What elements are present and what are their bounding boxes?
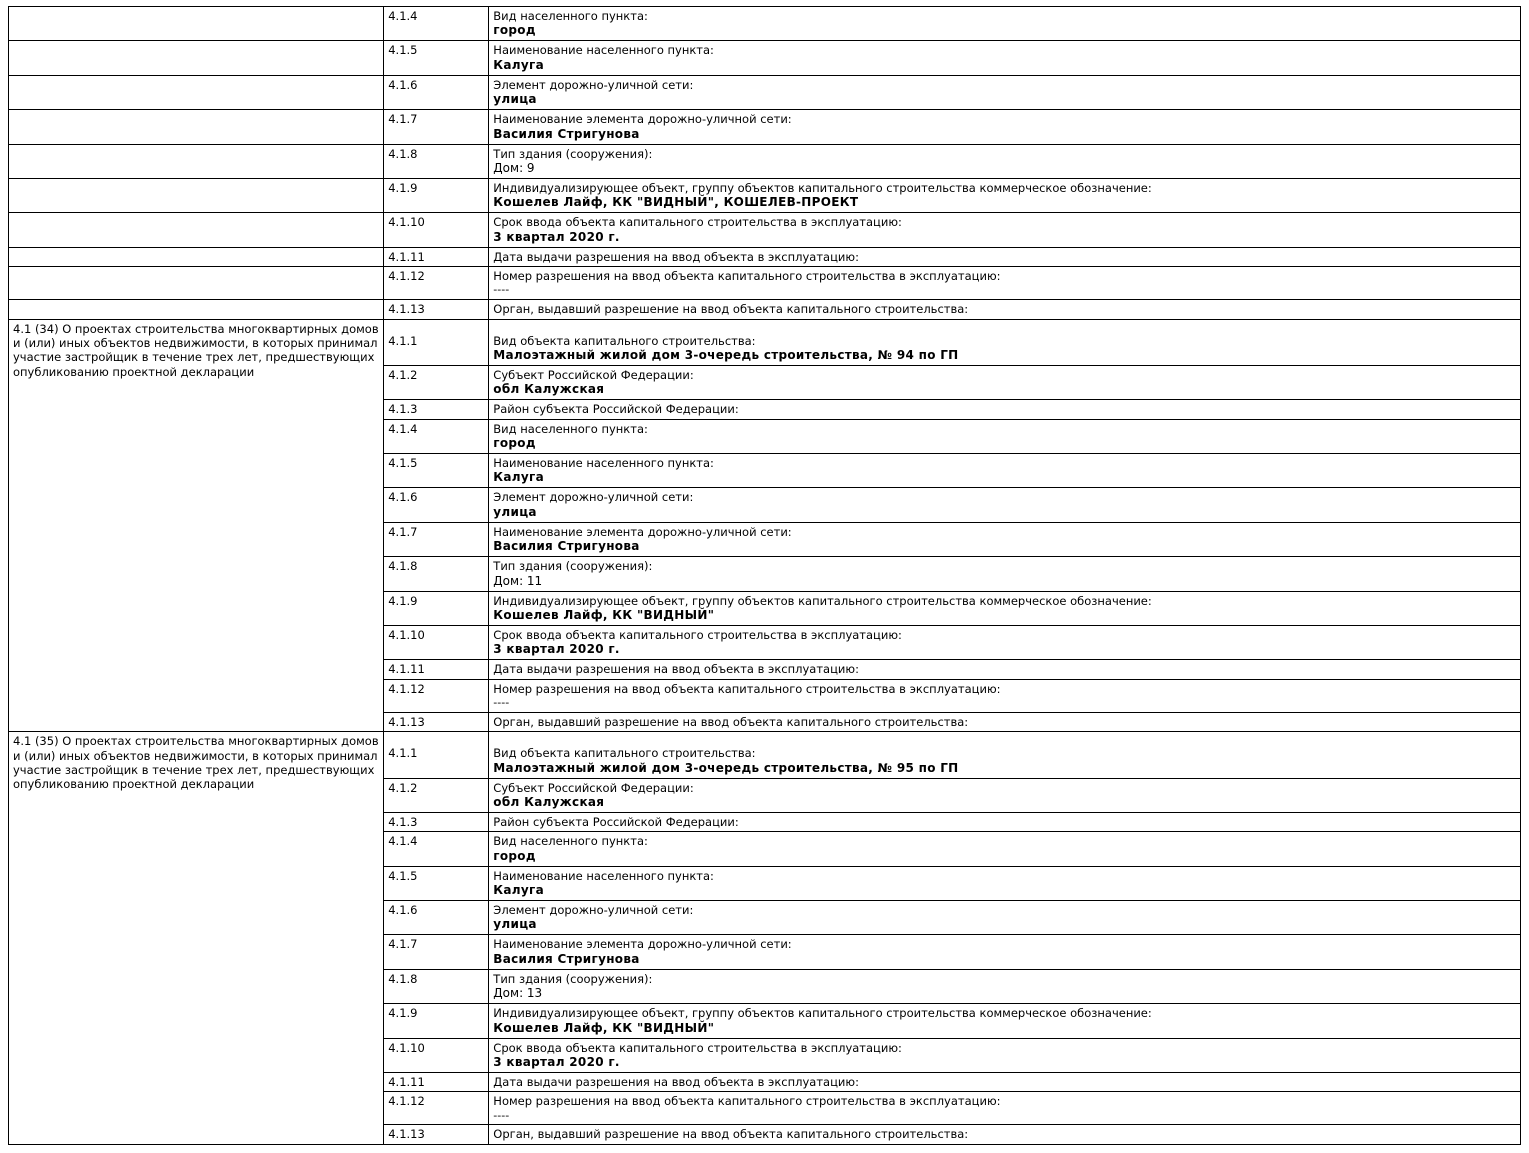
table-row xyxy=(9,247,1521,266)
item-number: 4.1.5 xyxy=(384,866,489,900)
item-value-cell xyxy=(489,901,1521,935)
item-number: 4.1.6 xyxy=(384,901,489,935)
item-label: Элемент дорожно-уличной сети: xyxy=(493,903,694,917)
item-number: 4.1.10 xyxy=(384,213,489,247)
item-value: обл Калужская xyxy=(493,382,605,397)
item-value-cell xyxy=(489,454,1521,488)
item-number: 4.1.12 xyxy=(384,679,489,712)
section-cell xyxy=(9,247,384,266)
table-row xyxy=(9,178,1521,212)
item-value-cell xyxy=(489,1004,1521,1038)
item-label: Наименование населенного пункта: xyxy=(493,43,714,58)
item-label: Номер разрешения на ввод объекта капитального строительства в эксплуатацию: xyxy=(493,1094,1001,1109)
item-number: 4.1.9 xyxy=(384,1004,489,1038)
item-value: Малоэтажный жилой дом 3-очередь строительства, № 94 по ГП xyxy=(493,347,959,362)
item-value: Малоэтажный жилой дом 3-очередь строительства, № 95 по ГП xyxy=(493,760,959,775)
item-value-cell xyxy=(489,557,1521,591)
item-number: 4.1.1 xyxy=(384,732,489,778)
item-number: 4.1.3 xyxy=(384,812,489,831)
item-value-cell xyxy=(489,812,1521,831)
item-number: 4.1.5 xyxy=(384,41,489,75)
item-value-cell xyxy=(489,866,1521,900)
item-value: Кошелев Лайф, КК "ВИДНЫЙ" xyxy=(493,1020,715,1035)
item-label: Вид населенного пункта: xyxy=(493,834,648,849)
item-number: 4.1.11 xyxy=(384,1072,489,1091)
table-row xyxy=(9,144,1521,178)
item-value: улица xyxy=(493,917,537,932)
item-label: Вид объекта капитального строительства: xyxy=(493,333,756,348)
item-value-cell xyxy=(489,300,1521,319)
item-number: 4.1.7 xyxy=(384,522,489,556)
item-label: Номер разрешения на ввод объекта капитального строительства в эксплуатацию: xyxy=(493,681,1001,696)
item-number: 4.1.1 xyxy=(384,319,489,365)
item-value-cell xyxy=(489,110,1521,144)
item-value: 3 квартал 2020 г. xyxy=(493,1054,620,1069)
item-value-cell xyxy=(489,365,1521,399)
item-number: 4.1.6 xyxy=(384,488,489,522)
item-number: 4.1.4 xyxy=(384,7,489,41)
item-value: ---- xyxy=(493,283,510,297)
table-row xyxy=(9,267,1521,300)
item-label: Дата выдачи разрешения на ввод объекта в эксплуатацию: xyxy=(493,1074,859,1089)
item-value-cell xyxy=(489,400,1521,419)
section-cell xyxy=(9,213,384,247)
section-cell xyxy=(9,7,384,41)
item-value: Василия Стригунова xyxy=(493,539,640,554)
item-number: 4.1.8 xyxy=(384,144,489,178)
item-value: Василия Стригунова xyxy=(493,951,640,966)
item-value-cell xyxy=(489,75,1521,109)
section-cell xyxy=(9,300,384,319)
item-value-cell xyxy=(489,178,1521,212)
item-label: Тип здания (сооружения): xyxy=(493,559,653,574)
item-value-cell xyxy=(489,247,1521,266)
item-value-cell xyxy=(489,778,1521,812)
item-value-cell xyxy=(489,660,1521,679)
item-value-cell xyxy=(489,679,1521,712)
section-cell xyxy=(9,75,384,109)
item-label: Наименование населенного пункта: xyxy=(493,456,714,470)
item-value-cell xyxy=(489,969,1521,1003)
item-value-cell xyxy=(489,41,1521,75)
item-label: Дата выдачи разрешения на ввод объекта в эксплуатацию: xyxy=(493,662,859,677)
item-label: Вид населенного пункта: xyxy=(493,421,648,436)
item-value: 3 квартал 2020 г. xyxy=(493,642,620,657)
item-value: Калуга xyxy=(493,57,544,72)
item-number: 4.1.13 xyxy=(384,300,489,319)
item-value: Кошелев Лайф, КК "ВИДНЫЙ", КОШЕЛЕВ-ПРОЕКТ xyxy=(493,195,859,210)
item-number: 4.1.9 xyxy=(384,591,489,625)
item-label: Наименование элемента дорожно-уличной сети: xyxy=(493,112,792,127)
item-value: город xyxy=(493,23,536,38)
item-label: Срок ввода объекта капитального строительства в эксплуатацию: xyxy=(493,1040,902,1055)
item-label: Срок ввода объекта капитального строительства в эксплуатацию: xyxy=(493,627,902,642)
item-number: 4.1.9 xyxy=(384,178,489,212)
section-cell xyxy=(9,267,384,300)
item-value: ---- xyxy=(493,1108,510,1122)
item-value-cell xyxy=(489,1092,1521,1125)
item-number: 4.1.12 xyxy=(384,1092,489,1125)
table-row xyxy=(9,300,1521,319)
item-label: Дата выдачи разрешения на ввод объекта в эксплуатацию: xyxy=(493,249,859,264)
item-label: Индивидуализирующее объект, группу объектов капитального строительства коммерческое обозначение: xyxy=(493,1006,1152,1021)
item-number: 4.1.13 xyxy=(384,712,489,731)
table-row xyxy=(9,732,1521,778)
item-value-cell xyxy=(489,144,1521,178)
item-number: 4.1.8 xyxy=(384,557,489,591)
item-value: Дом: 11 xyxy=(493,573,543,588)
table-row xyxy=(9,75,1521,109)
table-row xyxy=(9,319,1521,365)
item-value-cell xyxy=(489,7,1521,41)
table-row xyxy=(9,41,1521,75)
item-value-cell xyxy=(489,1072,1521,1091)
item-number: 4.1.4 xyxy=(384,419,489,453)
item-number: 4.1.10 xyxy=(384,625,489,659)
section-title-34: 4.1 (34) О проектах строительства многоквартирных домов и (или) иных объектов недвижимости, в которых принимал участие застройщик в течение трех лет, предшествующих опубликованию проектной декларации xyxy=(9,319,384,732)
item-label: Район субъекта Российской Федерации: xyxy=(493,814,739,829)
table-row xyxy=(9,110,1521,144)
item-label: Тип здания (сооружения): xyxy=(493,971,653,986)
item-value: 3 квартал 2020 г. xyxy=(493,229,620,244)
item-label: Наименование населенного пункта: xyxy=(493,868,714,883)
item-value: Дом: 9 xyxy=(493,160,535,175)
item-value: Калуга xyxy=(493,470,544,485)
item-number: 4.1.11 xyxy=(384,247,489,266)
item-value-cell xyxy=(489,1125,1521,1144)
item-value: город xyxy=(493,848,536,863)
item-number: 4.1.13 xyxy=(384,1125,489,1144)
item-number: 4.1.2 xyxy=(384,778,489,812)
item-value-cell xyxy=(489,625,1521,659)
item-label: Орган, выдавший разрешение на ввод объекта капитального строительства: xyxy=(493,714,969,729)
table-row xyxy=(9,7,1521,41)
item-value-cell xyxy=(489,591,1521,625)
item-label: Вид населенного пункта: xyxy=(493,9,648,23)
item-label: Орган, выдавший разрешение на ввод объекта капитального строительства: xyxy=(493,1127,969,1142)
item-label: Элемент дорожно-уличной сети: xyxy=(493,77,694,92)
table-row xyxy=(9,213,1521,247)
item-value-cell xyxy=(489,419,1521,453)
item-value-cell xyxy=(489,732,1521,778)
item-label: Наименование элемента дорожно-уличной сети: xyxy=(493,524,792,539)
item-number: 4.1.8 xyxy=(384,969,489,1003)
item-number: 4.1.3 xyxy=(384,400,489,419)
item-value: Дом: 13 xyxy=(493,986,543,1001)
item-number: 4.1.12 xyxy=(384,267,489,300)
section-cell xyxy=(9,178,384,212)
item-number: 4.1.7 xyxy=(384,110,489,144)
item-number: 4.1.10 xyxy=(384,1038,489,1072)
item-value-cell xyxy=(489,832,1521,866)
section-cell xyxy=(9,41,384,75)
section-cell xyxy=(9,110,384,144)
item-number: 4.1.4 xyxy=(384,832,489,866)
item-label: Орган, выдавший разрешение на ввод объекта капитального строительства: xyxy=(493,302,969,317)
item-number: 4.1.6 xyxy=(384,75,489,109)
item-value: Василия Стригунова xyxy=(493,126,640,141)
item-value: Калуга xyxy=(493,883,544,897)
item-value-cell xyxy=(489,522,1521,556)
item-label: Номер разрешения на ввод объекта капитального строительства в эксплуатацию: xyxy=(493,269,1001,283)
item-value: Кошелев Лайф, КК "ВИДНЫЙ" xyxy=(493,607,715,622)
item-label: Район субъекта Российской Федерации: xyxy=(493,402,739,417)
item-value: улица xyxy=(493,92,537,107)
item-value-cell xyxy=(489,267,1521,300)
item-label: Индивидуализирующее объект, группу объектов капитального строительства коммерческое обозначение: xyxy=(493,593,1152,608)
item-value-cell xyxy=(489,488,1521,522)
item-number: 4.1.5 xyxy=(384,454,489,488)
item-label: Элемент дорожно-уличной сети: xyxy=(493,490,694,505)
item-label: Субъект Российской Федерации: xyxy=(493,780,694,795)
item-value: ---- xyxy=(493,696,510,709)
item-value-cell xyxy=(489,319,1521,365)
item-number: 4.1.2 xyxy=(384,365,489,399)
item-value-cell xyxy=(489,935,1521,969)
item-value: город xyxy=(493,436,536,450)
item-label: Срок ввода объекта капитального строительства в эксплуатацию: xyxy=(493,215,902,230)
item-label: Индивидуализирующее объект, группу объектов капитального строительства коммерческое обозначение: xyxy=(493,180,1152,195)
item-label: Тип здания (сооружения): xyxy=(493,146,653,161)
section-cell xyxy=(9,144,384,178)
project-declaration-table xyxy=(8,6,1521,1145)
section-title-35: 4.1 (35) О проектах строительства многоквартирных домов и (или) иных объектов недвижимости, в которых принимал участие застройщик в течение трех лет, предшествующих опубликованию проектной декларации xyxy=(9,732,384,1145)
item-number: 4.1.7 xyxy=(384,935,489,969)
item-label: Вид объекта капитального строительства: xyxy=(493,746,756,761)
item-value: улица xyxy=(493,504,537,519)
item-label: Наименование элемента дорожно-уличной сети: xyxy=(493,937,792,952)
item-label: Субъект Российской Федерации: xyxy=(493,367,694,382)
item-number: 4.1.11 xyxy=(384,660,489,679)
item-value-cell xyxy=(489,1038,1521,1072)
item-value-cell xyxy=(489,712,1521,731)
item-value-cell xyxy=(489,213,1521,247)
item-value: обл Калужская xyxy=(493,794,605,809)
